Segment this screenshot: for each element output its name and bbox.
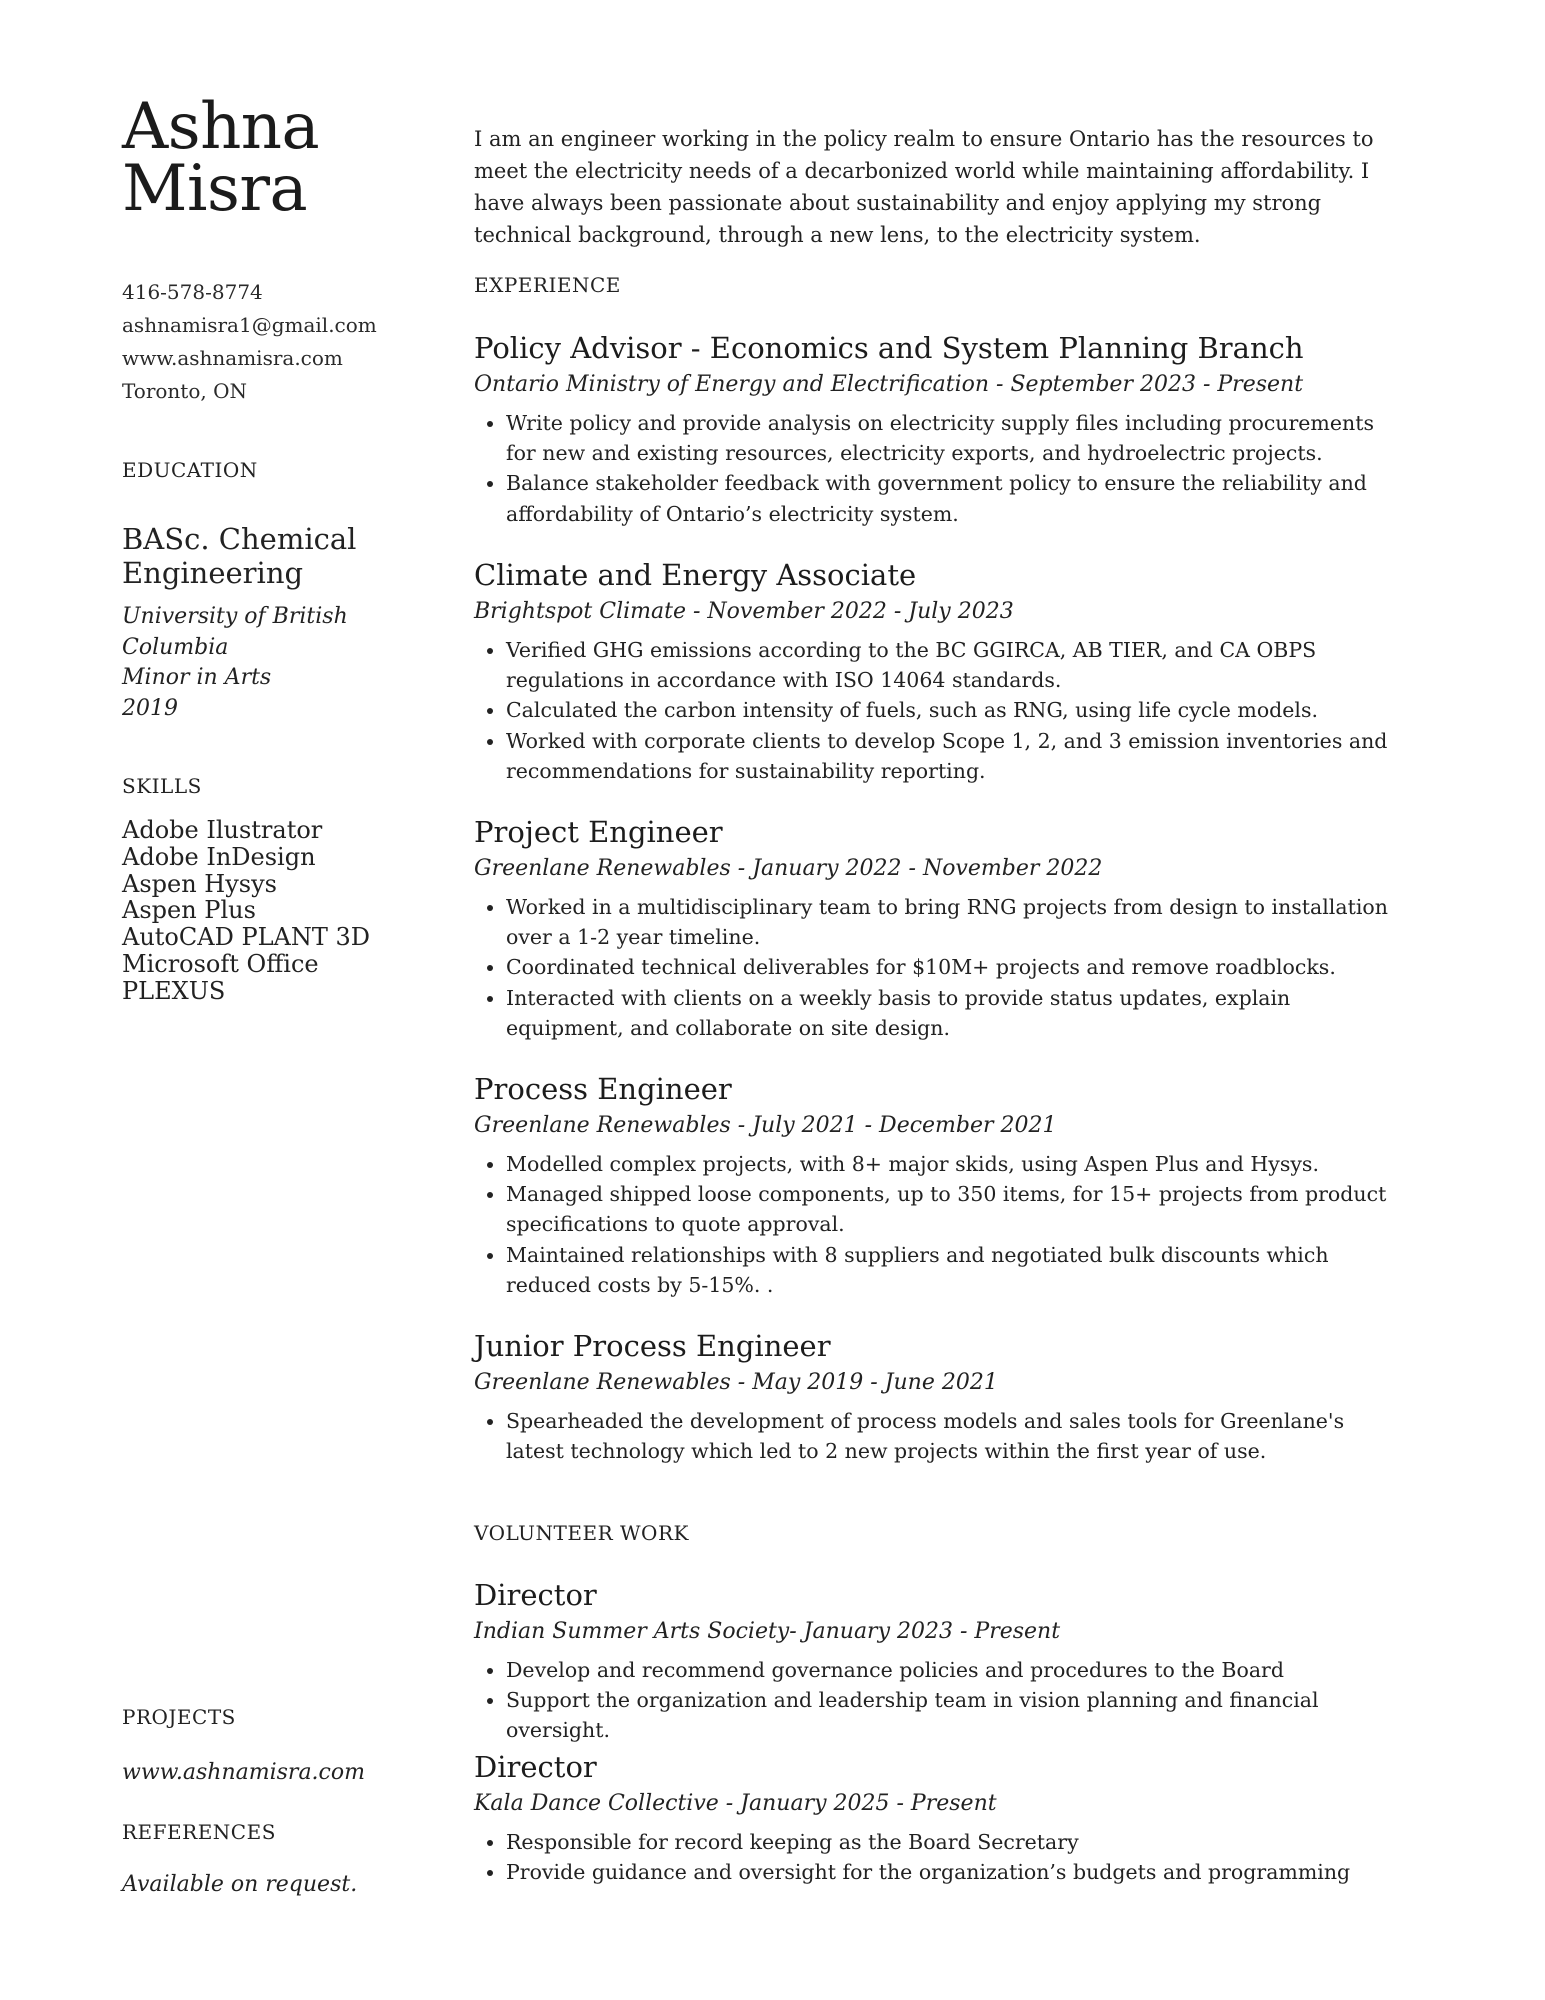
experience-entry	[474, 1071, 1394, 1300]
bullet-item: • Balance stakeholder feedback with government policy to ensure the reliability and affordability of Ontario’s electricity system.	[506, 468, 1394, 528]
volunteer-heading: VOLUNTEER WORK	[474, 1521, 689, 1545]
bullet-item: • Interacted with clients on a weekly basis to provide status updates, explain equipment, and collaborate on site design.	[506, 983, 1394, 1043]
education-details	[122, 602, 412, 724]
contact-info	[122, 276, 422, 408]
skills-heading: SKILLS	[122, 774, 202, 798]
job-bullets	[474, 892, 1394, 1043]
job-bullets	[474, 1149, 1394, 1300]
role-organization-dates: Indian Summer Arts Society- January 2023 - Present	[474, 1619, 1061, 1644]
bullet-item: • Modelled complex projects, with 8+ major skids, using Aspen Plus and Hysys.	[506, 1149, 1394, 1179]
skill-item: AutoCAD PLANT 3D	[122, 923, 371, 952]
experience-entry	[474, 330, 1394, 529]
job-bullets	[474, 408, 1394, 529]
minor: Minor in Arts	[122, 665, 272, 690]
bullet-item: • Managed shipped loose components, up to 350 items, for 15+ projects from product specifications to quote approval.	[506, 1179, 1394, 1239]
bullet-item: • Develop and recommend governance policies and procedures to the Board	[506, 1655, 1394, 1685]
education-degree: BASc. Chemical Engineering	[122, 522, 357, 590]
role-title: Director	[474, 1578, 597, 1612]
skills-list	[122, 817, 422, 1005]
bullet-item: • Maintained relationships with 8 suppliers and negotiated bulk discounts which reduced costs by 5-15%. .	[506, 1240, 1394, 1300]
bullet-item: • Responsible for record keeping as the Board Secretary	[506, 1827, 1394, 1857]
bullet-item: • Calculated the carbon intensity of fuels, such as RNG, using life cycle models.	[506, 695, 1394, 725]
phone-number: 416-578-8774	[122, 280, 263, 304]
bullet-item: • Worked with corporate clients to develop Scope 1, 2, and 3 emission inventories and recommendations for sustainability reporting.	[506, 726, 1394, 786]
graduation-year: 2019	[122, 695, 178, 721]
job-bullets	[474, 635, 1394, 786]
job-title: Project Engineer	[474, 815, 723, 849]
volunteer-entry	[474, 1749, 1394, 1887]
volunteer-entry	[474, 1577, 1394, 1746]
school-name-line1: University of British	[122, 604, 348, 629]
bullet-item: • Support the organization and leadership team in vision planning and financial oversight.	[506, 1685, 1394, 1745]
skill-item: PLEXUS	[122, 976, 226, 1005]
job-title: Climate and Energy Associate	[474, 558, 917, 592]
skill-item: Microsoft Office	[122, 949, 319, 978]
job-title: Junior Process Engineer	[474, 1329, 831, 1363]
projects-link[interactable]: www.ashnamisra.com	[122, 1760, 365, 1785]
job-employer-dates: Greenlane Renewables - May 2019 - June 2021	[474, 1370, 998, 1395]
candidate-name	[122, 90, 422, 226]
job-bullets	[474, 1406, 1394, 1466]
email-address[interactable]: ashnamisra1@gmail.com	[122, 313, 377, 337]
last-name: Misra	[122, 152, 308, 226]
role-organization-dates: Kala Dance Collective - January 2025 - Present	[474, 1791, 997, 1816]
bullet-item: • Spearheaded the development of process models and sales tools for Greenlane's latest technology which led to 2 new projects within the first year of use.	[506, 1406, 1394, 1466]
skill-item: Adobe InDesign	[122, 842, 316, 871]
bullet-item: • Verified GHG emissions according to the BC GGIRCA, AB TIER, and CA OBPS regulations in accordance with ISO 14064 standards.	[506, 635, 1394, 695]
education-heading: EDUCATION	[122, 458, 258, 482]
job-title: Policy Advisor - Economics and System Planning Branch	[474, 331, 1304, 365]
bullet-item: • Worked in a multidisciplinary team to bring RNG projects from design to installation over a 1-2 year timeline.	[506, 892, 1394, 952]
job-employer-dates: Greenlane Renewables - January 2022 - November 2022	[474, 856, 1103, 881]
experience-entry	[474, 1328, 1394, 1466]
skill-item: Aspen Hysys	[122, 869, 277, 898]
school-name-line2: Columbia	[122, 634, 229, 660]
role-bullets	[474, 1827, 1394, 1887]
bullet-item: • Write policy and provide analysis on electricity supply files including procurements for new and existing resources, electricity exports, and hydroelectric projects.	[506, 408, 1394, 468]
job-employer-dates: Brightspot Climate - November 2022 - July 2023	[474, 599, 1014, 624]
job-title: Process Engineer	[474, 1072, 732, 1106]
experience-heading: EXPERIENCE	[474, 273, 621, 297]
bullet-item: • Provide guidance and oversight for the organization’s budgets and programming	[506, 1857, 1394, 1887]
projects-heading: PROJECTS	[122, 1705, 236, 1729]
job-employer-dates: Greenlane Renewables - July 2021 - December 2021	[474, 1113, 1057, 1138]
location: Toronto, ON	[122, 379, 247, 403]
job-employer-dates: Ontario Ministry of Energy and Electrification - September 2023 - Present	[474, 372, 1304, 397]
experience-entry	[474, 557, 1394, 786]
first-name: Ashna	[122, 90, 320, 164]
skill-item: Adobe Ilustrator	[122, 816, 323, 844]
role-bullets	[474, 1655, 1394, 1746]
skill-item: Aspen Plus	[122, 896, 256, 925]
experience-entry	[474, 814, 1394, 1043]
website-link[interactable]: www.ashnamisra.com	[122, 346, 343, 370]
references-heading: REFERENCES	[122, 1820, 276, 1844]
references-text: Available on request.	[122, 1872, 358, 1897]
profile-summary: I am an engineer working in the policy realm to ensure Ontario has the resources to meet the electricity needs of a decarbonized world while maintaining affordability. I have always been passionate about sustainability and enjoy applying my strong technical background, through a new lens, to the electricity system.	[474, 127, 1374, 247]
bullet-item: • Coordinated technical deliverables for $10M+ projects and remove roadblocks.	[506, 952, 1394, 982]
role-title: Director	[474, 1750, 597, 1784]
